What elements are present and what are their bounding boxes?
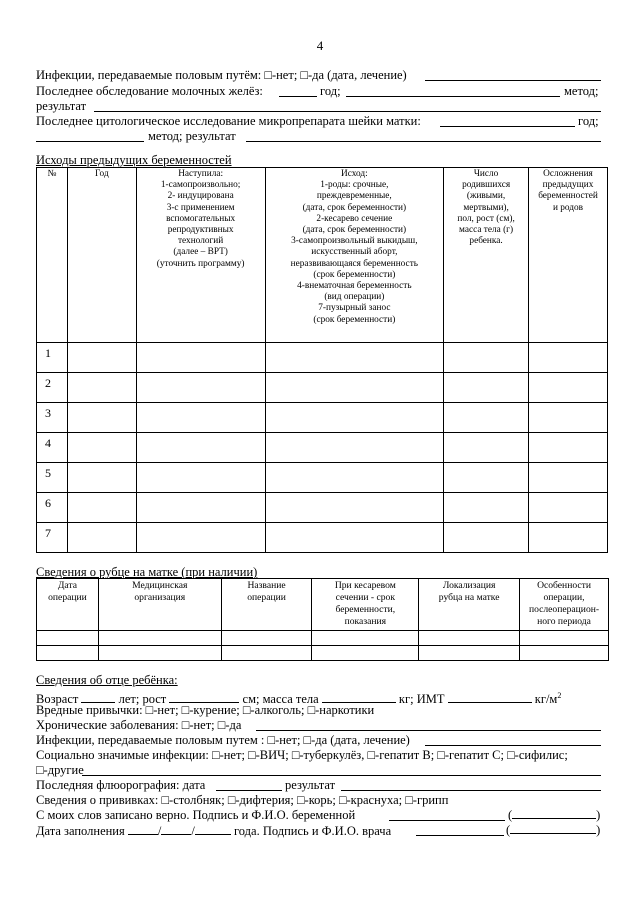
mammary-year-label: год; <box>320 84 341 98</box>
mammary-year-field[interactable] <box>279 96 317 97</box>
cytology-method-label: метод; результат <box>148 129 236 143</box>
table-row: 7 <box>37 523 608 553</box>
mammary-label: Последнее обследование молочных желёз: <box>36 84 263 98</box>
cytology-result-field[interactable] <box>246 141 601 142</box>
other-label: □-другие <box>36 763 84 777</box>
height-label: лет; рост <box>118 692 167 707</box>
date-month-field[interactable] <box>161 823 191 835</box>
scar-col-features: Особенности операции, послеоперацион- ного периода <box>520 579 609 631</box>
cytology-label: Последнее цитологическое исследование микропрепарата шейки матки: <box>36 114 421 128</box>
chronic-field[interactable] <box>256 730 601 731</box>
bmi-unit-sup: 2 <box>557 691 562 700</box>
other-field[interactable] <box>82 775 601 776</box>
father-title: Сведения об отце ребёнка: <box>36 673 178 687</box>
bmi-label: кг; ИМТ <box>398 692 445 707</box>
age-label: Возраст <box>36 692 79 707</box>
doctor-name-field[interactable]: ( ) <box>506 823 601 837</box>
cytology-year-field[interactable] <box>440 126 575 127</box>
pregnancies-title: Исходы предыдущих беременностей <box>36 153 232 167</box>
pregnancies-header-row <box>37 168 608 343</box>
table-row <box>37 646 609 661</box>
table-row: 3 <box>37 403 608 433</box>
pregnant-name-field[interactable]: ( ) <box>508 808 601 822</box>
pregnancies-table <box>36 167 608 553</box>
mammary-method-field[interactable] <box>346 96 560 97</box>
result-label: результат <box>36 99 87 113</box>
age-field[interactable] <box>81 691 115 703</box>
table-row: 5 <box>37 463 608 493</box>
scar-col-name: Название операции <box>221 579 312 631</box>
father-sti-field[interactable] <box>425 745 601 746</box>
height-field[interactable] <box>169 691 239 703</box>
col-complications: Осложнения предыдущих беременностей и родов <box>529 168 608 343</box>
fluoro-date-field[interactable] <box>216 790 282 791</box>
fluoro-result-label: результат <box>285 778 336 792</box>
scar-col-date: Дата операции <box>37 579 99 631</box>
chronic-label: Хронические заболевания: □-нет; □-да <box>36 718 242 732</box>
cytology-date-field[interactable] <box>36 141 144 142</box>
col-children: Число родившихся (живыми, мертвыми), пол, рост (см), масса тела (г) ребенка. <box>444 168 529 343</box>
mammary-result-field[interactable] <box>94 111 601 112</box>
mammary-method-label: метод; <box>564 84 599 98</box>
fluoro-result-field[interactable] <box>341 790 601 791</box>
page-number: 4 <box>316 38 324 53</box>
scar-col-org: Медицинская организация <box>98 579 221 631</box>
scar-title: Сведения о рубце на матке (при наличии) <box>36 565 258 579</box>
date-label: Дата заполнения <box>36 824 125 838</box>
pregnant-signature-field[interactable] <box>389 820 505 821</box>
bmi-field[interactable] <box>448 691 532 703</box>
father-sti-label: Инфекции, передаваемые половым путем : □-нет; □-да (дата, лечение) <box>36 733 410 747</box>
table-row <box>37 631 609 646</box>
mammary-line <box>36 84 263 99</box>
date-year-field[interactable] <box>195 823 231 835</box>
scar-col-cesarean: При кесаревом сечении - срок беременности, показания <box>312 579 419 631</box>
weight-field[interactable] <box>322 691 396 703</box>
col-year: Год <box>67 168 136 343</box>
vaccines-line: Сведения о прививках: □-столбняк; □-дифтерия; □-корь; □-краснуха; □-грипп <box>36 793 449 807</box>
col-outcome: Исход: 1-роды: срочные, преждевременные, (дата, срок беременности) 2-кесарево сечение (дата, срок беременности) 3-самопроизвольный выкидыш, искусственный аборт, неразвивающаяся беременность (срок беременности) 4-внематочная беременность (вид операции) 7-пузырный занос (срок беременности) <box>265 168 444 343</box>
habits-line: Вредные привычки: □-нет; □-курение; □-алкоголь; □-наркотики <box>36 703 375 717</box>
scar-header-row <box>37 579 609 631</box>
doctor-signature-field[interactable] <box>416 835 504 836</box>
date-day-field[interactable] <box>128 823 158 835</box>
signature-label: С моих слов записано верно. Подпись и Ф.И.О. беременной <box>36 808 356 822</box>
table-row: 4 <box>37 433 608 463</box>
infections-label: Инфекции, передаваемые половым путём: □-нет; □-да (дата, лечение) <box>36 68 407 82</box>
cytology-year-label: год; <box>578 114 599 128</box>
infections-line <box>36 68 407 83</box>
fluoro-label: Последняя флюорография: дата <box>36 778 206 792</box>
scar-table <box>36 578 609 661</box>
col-onset: Наступила: 1-самопроизвольно; 2- индуцирована 3-с применением вспомогательных репродуктивных технологий (далее – ВРТ) (уточнить программу) <box>136 168 265 343</box>
table-row: 1 <box>37 343 608 373</box>
scar-col-location: Локализация рубца на матке <box>419 579 520 631</box>
col-num: № <box>37 168 68 343</box>
table-row: 6 <box>37 493 608 523</box>
infections-field[interactable] <box>425 80 601 81</box>
doctor-label: года. Подпись и Ф.И.О. врача <box>233 824 392 838</box>
table-row: 2 <box>37 373 608 403</box>
weight-label: см; масса тела <box>242 692 319 707</box>
bmi-unit: кг/м <box>534 692 558 707</box>
date-line: Дата заполнения / / года. Подпись и Ф.И.О. врача <box>36 824 392 838</box>
social-infections-line: Социально значимые инфекции: □-нет; □-ВИЧ; □-туберкулёз, □-гепатит В; □-гепатит С; □-сифилис; <box>36 748 568 762</box>
